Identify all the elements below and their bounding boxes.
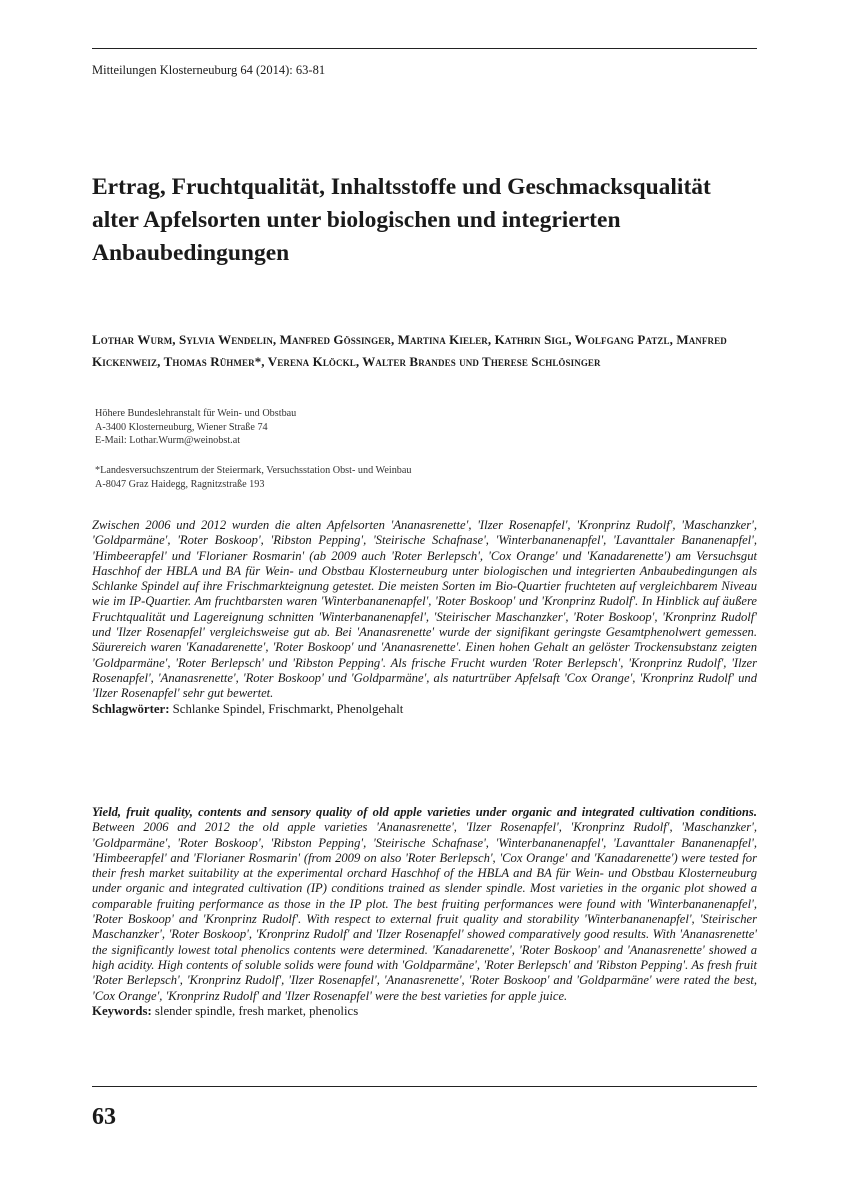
keywords-english bbox=[92, 1004, 757, 1019]
affiliation-line: Höhere Bundeslehranstalt für Wein- und Obstbau bbox=[95, 408, 297, 419]
abstract-english-title: Yield, fruit quality, contents and sensory quality of old apple varieties under organic and integrated cultivation conditions. bbox=[92, 805, 757, 819]
article-title: Ertrag, Fruchtqualität, Inhaltsstoffe und Geschmacksqualität alter Apfelsorten unter biologischen und integrierten Anbaubedingungen bbox=[92, 174, 711, 266]
bottom-rule bbox=[92, 1086, 757, 1087]
keywords-german bbox=[92, 702, 757, 717]
journal-citation: Mitteilungen Klosterneuburg 64 (2014): 63-81 bbox=[92, 63, 326, 77]
keywords-german-label: Schlagwörter: bbox=[92, 701, 170, 716]
abstract-german-text: Zwischen 2006 und 2012 wurden die alten Apfelsorten 'Ananasrenette', 'Ilzer Rosenapfel', 'Kronprinz Rudolf', 'Maschanzker', 'Goldparmäne', 'Roter Boskoop', 'Ribston Pepping', 'Steirische Schafnase', 'Winterbananenapfel', 'Lavanttaler Bananenapfel', 'Himbeerapfel' und 'Florianer Rosmarin' (ab 2009 auch 'Roter Berlepsch', 'Cox Orange' und 'Kanadarenette') am Versuchsgut Haschhof der HBLA und BA für Wein- und Obstbau Klosterneuburg unter biologischen und integrierten Anbaubedingungen als Schlanke Spindel auf ihre Frischmarkteignung getestet. Die meisten Sorten im Bio-Quartier fruchteten auf vergleichbarem Niveau wie im IP-Quartier. Am fruchtbarsten waren 'Winterbananenapfel', 'Roter Boskoop' und 'Kronprinz Rudolf'. In Hinblick auf äußere Fruchtqualität und Lagereignung schnitten 'Winterbananenapfel', 'Steirischer Maschanzker', 'Roter Boskoop', 'Kronprinz Rudolf' und 'Ilzer Rosenapfel' vergleichsweise gut ab. Bei 'Ananasrenette' wurde der signifikant geringste Gesamtphenolwert gemessen. Säurereich waren 'Kanadarenette', 'Roter Boskoop' und 'Ananasrenette'. Einen hohen Gehalt an gelöster Trockensubstanz zeigten 'Goldparmäne', 'Roter Berlepsch' und 'Ribston Pepping'. Als frische Frucht wurden 'Roter Berlepsch', 'Kronprinz Rudolf', 'Ilzer Rosenapfel', 'Ananasrenette', 'Roter Boskoop' und 'Goldparmäne', als naturtrüber Apfelsaft 'Cox Orange', 'Kronprinz Rudolf' und 'Ilzer Rosenapfel' sehr gut bewertet. bbox=[92, 518, 757, 701]
affiliation-secondary bbox=[95, 464, 412, 491]
keywords-german-values: Schlanke Spindel, Frischmarkt, Phenolgehalt bbox=[172, 701, 404, 716]
abstract-english-text: Between 2006 and 2012 the old apple varieties 'Ananasrenette', 'Ilzer Rosenapfel', 'Kronprinz Rudolf', 'Maschanzker', 'Goldparmäne', 'Roter Boskoop', 'Ribston Pepping', 'Steirische Schafnase', 'Winterbananenapfel', 'Lavanttaler Bananenapfel', 'Himbeerapfel' and 'Florianer Rosmarin' (from 2009 on also 'Roter Berlepsch', 'Cox Orange' and 'Kanadarenette') were tested for their fresh market suitability at the experimental orchard Haschhof of the HBLA and BA für Wein- und Obstbau Klosterneuburg under organic and integrated cultivation (IP) conditions trained as slender spindle. Most varieties in the organic plot showed a comparable fruiting performance as those in the IP plot. The best fruiting performances were found with 'Winterbananenapfel', 'Roter Boskoop' and 'Kronprinz Rudolf'. With respect to external fruit quality and storability 'Winterbananenapfel', 'Steirischer Maschanzker', 'Roter Boskoop', 'Kronprinz Rudolf' and 'Ilzer Rosenapfel' showed comparatively good results. With 'Ananasrenette' the significantly lowest total phenolics contents were determined. 'Kanadarenette', 'Roter Boskoop' and 'Ananasrenette' showed a high acidity. High contents of soluble solids were found with 'Goldparmäne', 'Roter Berlepsch' and 'Ribston Pepping'. As fresh fruit 'Roter Berlepsch', 'Kronprinz Rudolf', 'Ilzer Rosenapfel', 'Ananasrenette', 'Roter Boskoop' and 'Goldparmäne' were rated the best, 'Cox Orange', 'Kronprinz Rudolf' and 'Ilzer Rosenapfel' were the best varieties for apple juice. bbox=[92, 820, 757, 1003]
top-rule bbox=[92, 48, 757, 49]
abstract-english bbox=[92, 805, 757, 1019]
page-number: 63 bbox=[92, 1104, 116, 1130]
affiliation-line: *Landesversuchszentrum der Steiermark, Versuchsstation Obst- und Weinbau bbox=[95, 465, 412, 476]
keywords-english-label: Keywords: bbox=[92, 1003, 152, 1018]
affiliation-primary bbox=[95, 407, 296, 448]
author-list: Lothar Wurm, Sylvia Wendelin, Manfred Gössinger, Martina Kieler, Kathrin Sigl, Wolfgang Patzl, Manfred Kickenweiz, Thomas Rühmer*, Verena Klöckl, Walter Brandes und Therese Schlösinger bbox=[92, 332, 727, 369]
affiliation-line: A-8047 Graz Haidegg, Ragnitzstraße 193 bbox=[95, 478, 265, 490]
affiliation-email[interactable]: E-Mail: Lothar.Wurm@weinobst.at bbox=[95, 435, 241, 446]
abstract-german bbox=[92, 518, 757, 717]
affiliation-line: A-3400 Klosterneuburg, Wiener Straße 74 bbox=[95, 421, 268, 433]
keywords-english-values: slender spindle, fresh market, phenolics bbox=[154, 1003, 359, 1018]
